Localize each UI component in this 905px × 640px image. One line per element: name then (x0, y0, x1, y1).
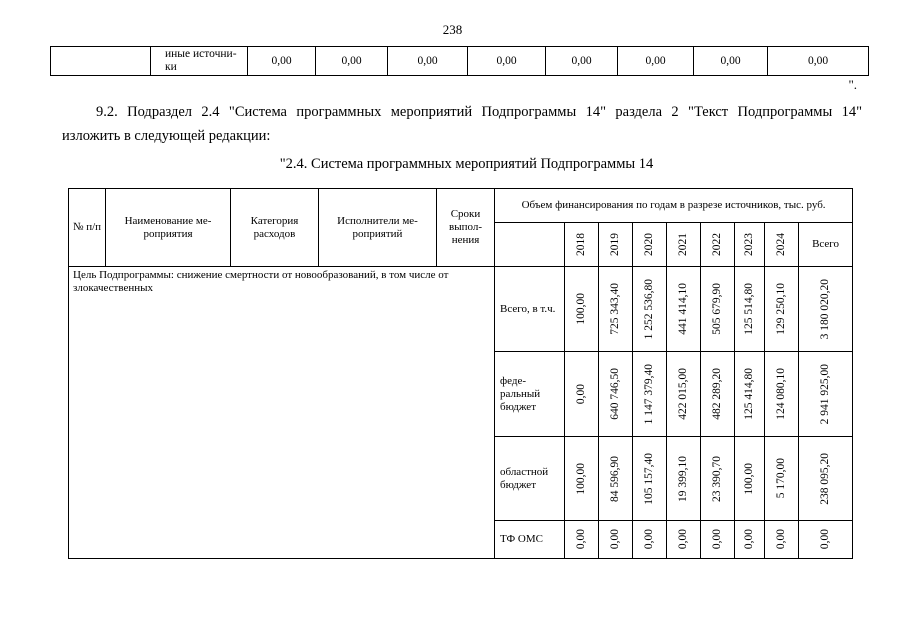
continuation-table (50, 46, 869, 76)
value-cell: 100,00 (565, 267, 599, 352)
header-row (69, 189, 853, 223)
value-cell: 725 343,40 (599, 267, 633, 352)
empty-cell (495, 223, 565, 267)
header-executors: Исполнители ме-роприятий (319, 189, 437, 267)
year-header: 2021 (667, 223, 701, 267)
table-cell (51, 47, 151, 76)
value-cell: 441 414,10 (667, 267, 701, 352)
value-cell: 5 170,00 (765, 437, 799, 521)
table-row (51, 47, 869, 76)
header-funding: Объем финансирования по годам в разрезе источников, тыс. руб. (495, 189, 853, 223)
source-label: иные источни-ки (151, 47, 248, 76)
value-cell: 0,00 (735, 521, 765, 559)
value-cell: 0,00 (468, 47, 546, 76)
value-cell: 0,00 (633, 521, 667, 559)
source-cell: ТФ ОМС (495, 521, 565, 559)
section-heading: "2.4. Система программных мероприятий Подпрограммы 14 (279, 156, 654, 172)
value-cell: 100,00 (565, 437, 599, 521)
closing-quote: ". (848, 77, 857, 92)
year-header: 2023 (735, 223, 765, 267)
value-cell: 0,00 (667, 521, 701, 559)
total-cell: 2 941 925,00 (799, 352, 853, 437)
value-cell: 125 514,80 (735, 267, 765, 352)
value-cell: 0,00 (248, 47, 316, 76)
paragraph-line: 9.2. Подраздел 2.4 "Система программных мероприятий Подпрограммы 14" раздела 2 "Текст Подпрограммы 14" (96, 104, 862, 120)
value-cell: 0,00 (546, 47, 618, 76)
value-cell: 1 147 379,40 (633, 352, 667, 437)
value-cell: 0,00 (565, 352, 599, 437)
year-header: 2019 (599, 223, 633, 267)
value-cell: 0,00 (694, 47, 768, 76)
source-cell: феде-ральный бюджет (495, 352, 565, 437)
value-cell: 19 399,10 (667, 437, 701, 521)
total-cell: 238 095,20 (799, 437, 853, 521)
total-header: Всего (799, 223, 853, 267)
value-cell: 482 289,20 (701, 352, 735, 437)
amendment-paragraph (62, 100, 862, 148)
value-cell: 125 414,80 (735, 352, 765, 437)
total-cell: 0,00 (799, 521, 853, 559)
header-num: № п/п (69, 189, 106, 267)
paragraph-line: изложить в следующей редакции: (62, 128, 271, 144)
value-cell: 0,00 (316, 47, 388, 76)
source-cell: Всего, в т.ч. (495, 267, 565, 352)
goal-cell: Цель Подпрограммы: снижение смертности от новообразований, в том числе от злокачественных (69, 267, 495, 559)
value-cell: 640 746,50 (599, 352, 633, 437)
value-cell: 105 157,40 (633, 437, 667, 521)
value-cell: 422 015,00 (667, 352, 701, 437)
header-name: Наименование ме-роприятия (106, 189, 231, 267)
header-category: Категория расходов (231, 189, 319, 267)
year-header: 2018 (565, 223, 599, 267)
value-cell: 129 250,10 (765, 267, 799, 352)
total-cell: 3 180 020,20 (799, 267, 853, 352)
value-cell: 0,00 (701, 521, 735, 559)
value-cell: 0,00 (388, 47, 468, 76)
year-header: 2020 (633, 223, 667, 267)
year-header: 2022 (701, 223, 735, 267)
source-cell: областной бюджет (495, 437, 565, 521)
value-cell: 23 390,70 (701, 437, 735, 521)
measures-table (68, 188, 853, 559)
value-cell: 0,00 (565, 521, 599, 559)
value-cell: 124 080,10 (765, 352, 799, 437)
value-cell: 0,00 (768, 47, 869, 76)
value-cell: 0,00 (618, 47, 694, 76)
table-row (69, 267, 853, 352)
value-cell: 1 252 536,80 (633, 267, 667, 352)
value-cell: 100,00 (735, 437, 765, 521)
header-terms: Сроки выпол-нения (437, 189, 495, 267)
page-number: 238 (442, 22, 463, 37)
value-cell: 0,00 (599, 521, 633, 559)
value-cell: 505 679,90 (701, 267, 735, 352)
year-header: 2024 (765, 223, 799, 267)
value-cell: 0,00 (765, 521, 799, 559)
value-cell: 84 596,90 (599, 437, 633, 521)
